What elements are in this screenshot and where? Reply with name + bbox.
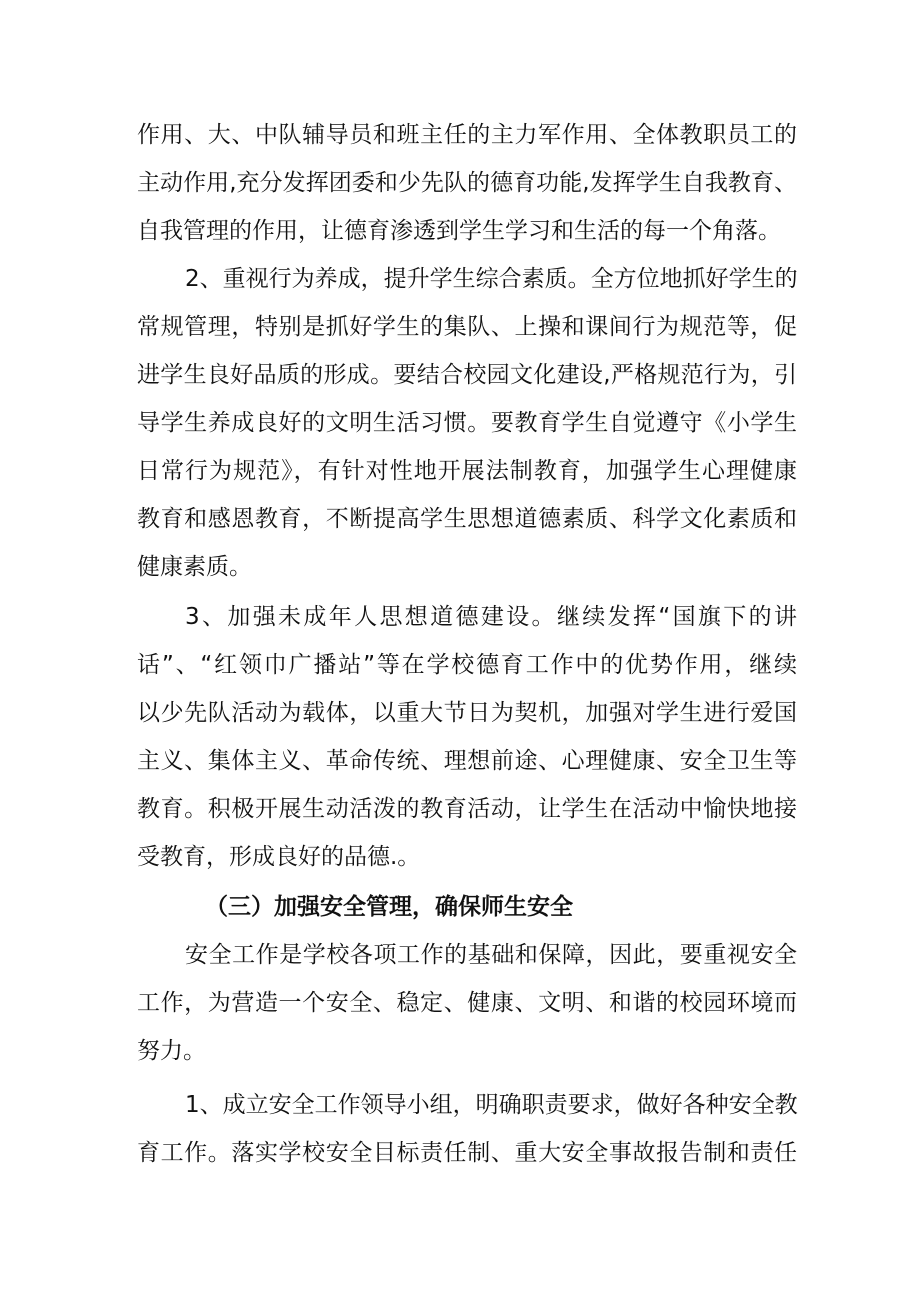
- text-line: 2、重视行为养成，提升学生综合素质。全方位地抓好学生的: [185, 266, 798, 292]
- text-line: 日常行为规范》，有针对性地开展法制教育，加强学生心理健康: [137, 458, 797, 484]
- text-line: 作用、大、中队辅导员和班主任的主力军作用、全体教职员工的: [137, 122, 797, 148]
- text-line: 教育和感恩教育，不断提高学生思想道德素质、科学文化素质和: [137, 506, 797, 532]
- text-line: 健康素质。: [137, 554, 252, 580]
- text-line: 进学生良好品质的形成。要结合校园文化建设,严格规范行为，引: [137, 362, 797, 388]
- text-line: 话”、“红领巾广播站”等在学校德育工作中的优势作用，继续: [137, 652, 797, 678]
- text-line: 导学生养成良好的文明生活习惯。要教育学生自觉遵守《小学生: [137, 410, 797, 436]
- text-line: 1、成立安全工作领导小组，明确职责要求，做好各种安全教: [185, 1092, 798, 1118]
- text-line: 3、加强未成年人思想道德建设。继续发挥“国旗下的讲: [185, 604, 797, 630]
- text-line: 主义、集体主义、革命传统、理想前途、心理健康、安全卫生等: [137, 748, 797, 774]
- section-heading: （三）加强安全管理，确保师生安全: [205, 894, 573, 920]
- text-line: 常规管理，特别是抓好学生的集队、上操和课间行为规范等，促: [137, 314, 797, 340]
- text-line: 主动作用,充分发挥团委和少先队的德育功能,发挥学生自我教育、: [137, 170, 797, 196]
- text-line: 以少先队活动为载体，以重大节日为契机，加强对学生进行爱国: [137, 700, 797, 726]
- text-line: 工作，为营造一个安全、稳定、健康、文明、和谐的校园环境而: [137, 990, 797, 1016]
- text-line: 受教育，形成良好的品德.。: [137, 844, 421, 870]
- text-line: 努力。: [137, 1038, 206, 1064]
- text-line: 育工作。落实学校安全目标责任制、重大安全事故报告制和责任: [137, 1140, 797, 1166]
- text-line: 安全工作是学校各项工作的基础和保障，因此，要重视安全: [185, 942, 797, 968]
- text-line: 自我管理的作用，让德育渗透到学生学习和生活的每一个角落。: [137, 218, 781, 244]
- text-line: 教育。积极开展生动活泼的教育活动，让学生在活动中愉快地接: [137, 796, 797, 822]
